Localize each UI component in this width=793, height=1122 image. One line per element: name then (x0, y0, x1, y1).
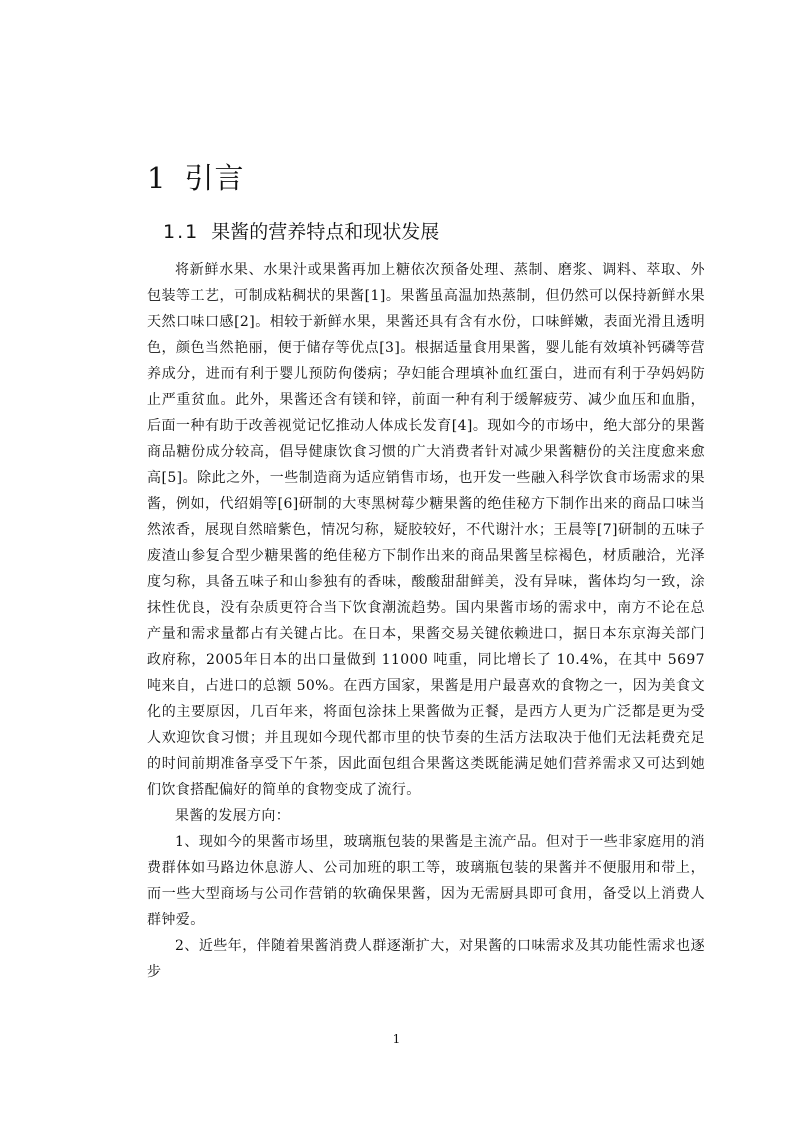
chapter-heading (147, 158, 244, 198)
chapter-title-text: 引言 (184, 161, 245, 195)
paragraph: 1、现如今的果酱市场里，玻璃瓶包装的果酱是主流产品。但对于一些非家庭用的消费群体如马路边休息游人、公司加班的职工等，玻璃瓶包装的果酱并不便服用和带上，而一些大型商场与公司作营销的软确保果酱，因为无需厨具即可食用，备受以上消费人群钟爱。 (147, 834, 705, 928)
body-text (147, 257, 705, 985)
paragraph: 将新鲜水果、水果汁或果酱再加上糖依次预备处理、蒸制、磨浆、调料、萃取、外包装等工艺，可制成粘稠状的果酱[1]。果酱虽高温加热蒸制，但仍然可以保持新鲜水果天然口味口感[2]。相较于新鲜水果，果酱还具有含有水份，口味鲜嫩，表面光滑且透明色，颜色当然艳丽，便于储存等优点[3]。根据适量食用果酱，婴儿能有效填补钙磷等营养成分，进而有利于婴儿预防佝偻病；孕妇能合理填补血红蛋白，进而有利于孕妈妈防止严重贫血。此外，果酱还含有镁和锌，前面一种有利于缓解疲劳、减少血压和血脂，后面一种有助于改善视觉记忆推动人体成长发育[4]。现如今的市场中，绝大部分的果酱商品糖份成分较高，倡导健康饮食习惯的广大消费者针对减少果酱糖份的关注度愈来愈高[5]。除此之外，一些制造商为适应销售市场，也开发一些融入科学饮食市场需求的果酱，例如，代绍娟等[6]研制的大枣黑树莓少糖果酱的绝佳秘方下制作出来的商品口味当然浓香，展现自然暗紫色，情况匀称，疑胶较好，不代谢汁水；王晨等[7]研制的五味子废渣山参复合型少糖果酱的绝佳秘方下制作出来的商品果酱呈棕褐色，材质融洽，光泽度匀称，具备五味子和山参独有的香味，酸酸甜甜鲜美，没有异味，酱体均匀一致，涂抹性优良，没有杂质更符合当下饮食潮流趋势。国内果酱市场的需求中，南方不论在总产量和需求量都占有关键占比。在日本，果酱交易关键依赖进口，据日本东京海关部门政府称，2005年日本的出口量做到 11000 吨重，同比增长了 10.4%，在其中 5697 吨来自，占进口的总额 50%。在西方国家，果酱是用户最喜欢的食物之一，因为美食文化的主要原因，几百年来，将面包涂抹上果酱做为正餐，是西方人更为广泛都是更为受人欢迎饮食习惯；并且现如今现代都市里的快节奏的生活方法取决于他们无法耗费充足的时间前期准备享受下午茶，因此面包组合果酱这类既能满足她们营养需求又可达到她们饮食搭配偏好的简单的食物变成了流行。 (147, 262, 705, 798)
paragraph: 果酱的发展方向： (175, 808, 291, 824)
chapter-number: 1 (147, 161, 167, 195)
section-number: 1.1 (163, 221, 200, 243)
section-heading (163, 217, 439, 247)
page-number: 1 (392, 1032, 401, 1046)
section-title-text: 果酱的营养特点和现状发展 (211, 221, 440, 243)
paragraph: 2、近些年，伴随着果酱消费人群逐渐扩大，对果酱的口味需求及其功能性需求也逐步 (147, 938, 705, 980)
